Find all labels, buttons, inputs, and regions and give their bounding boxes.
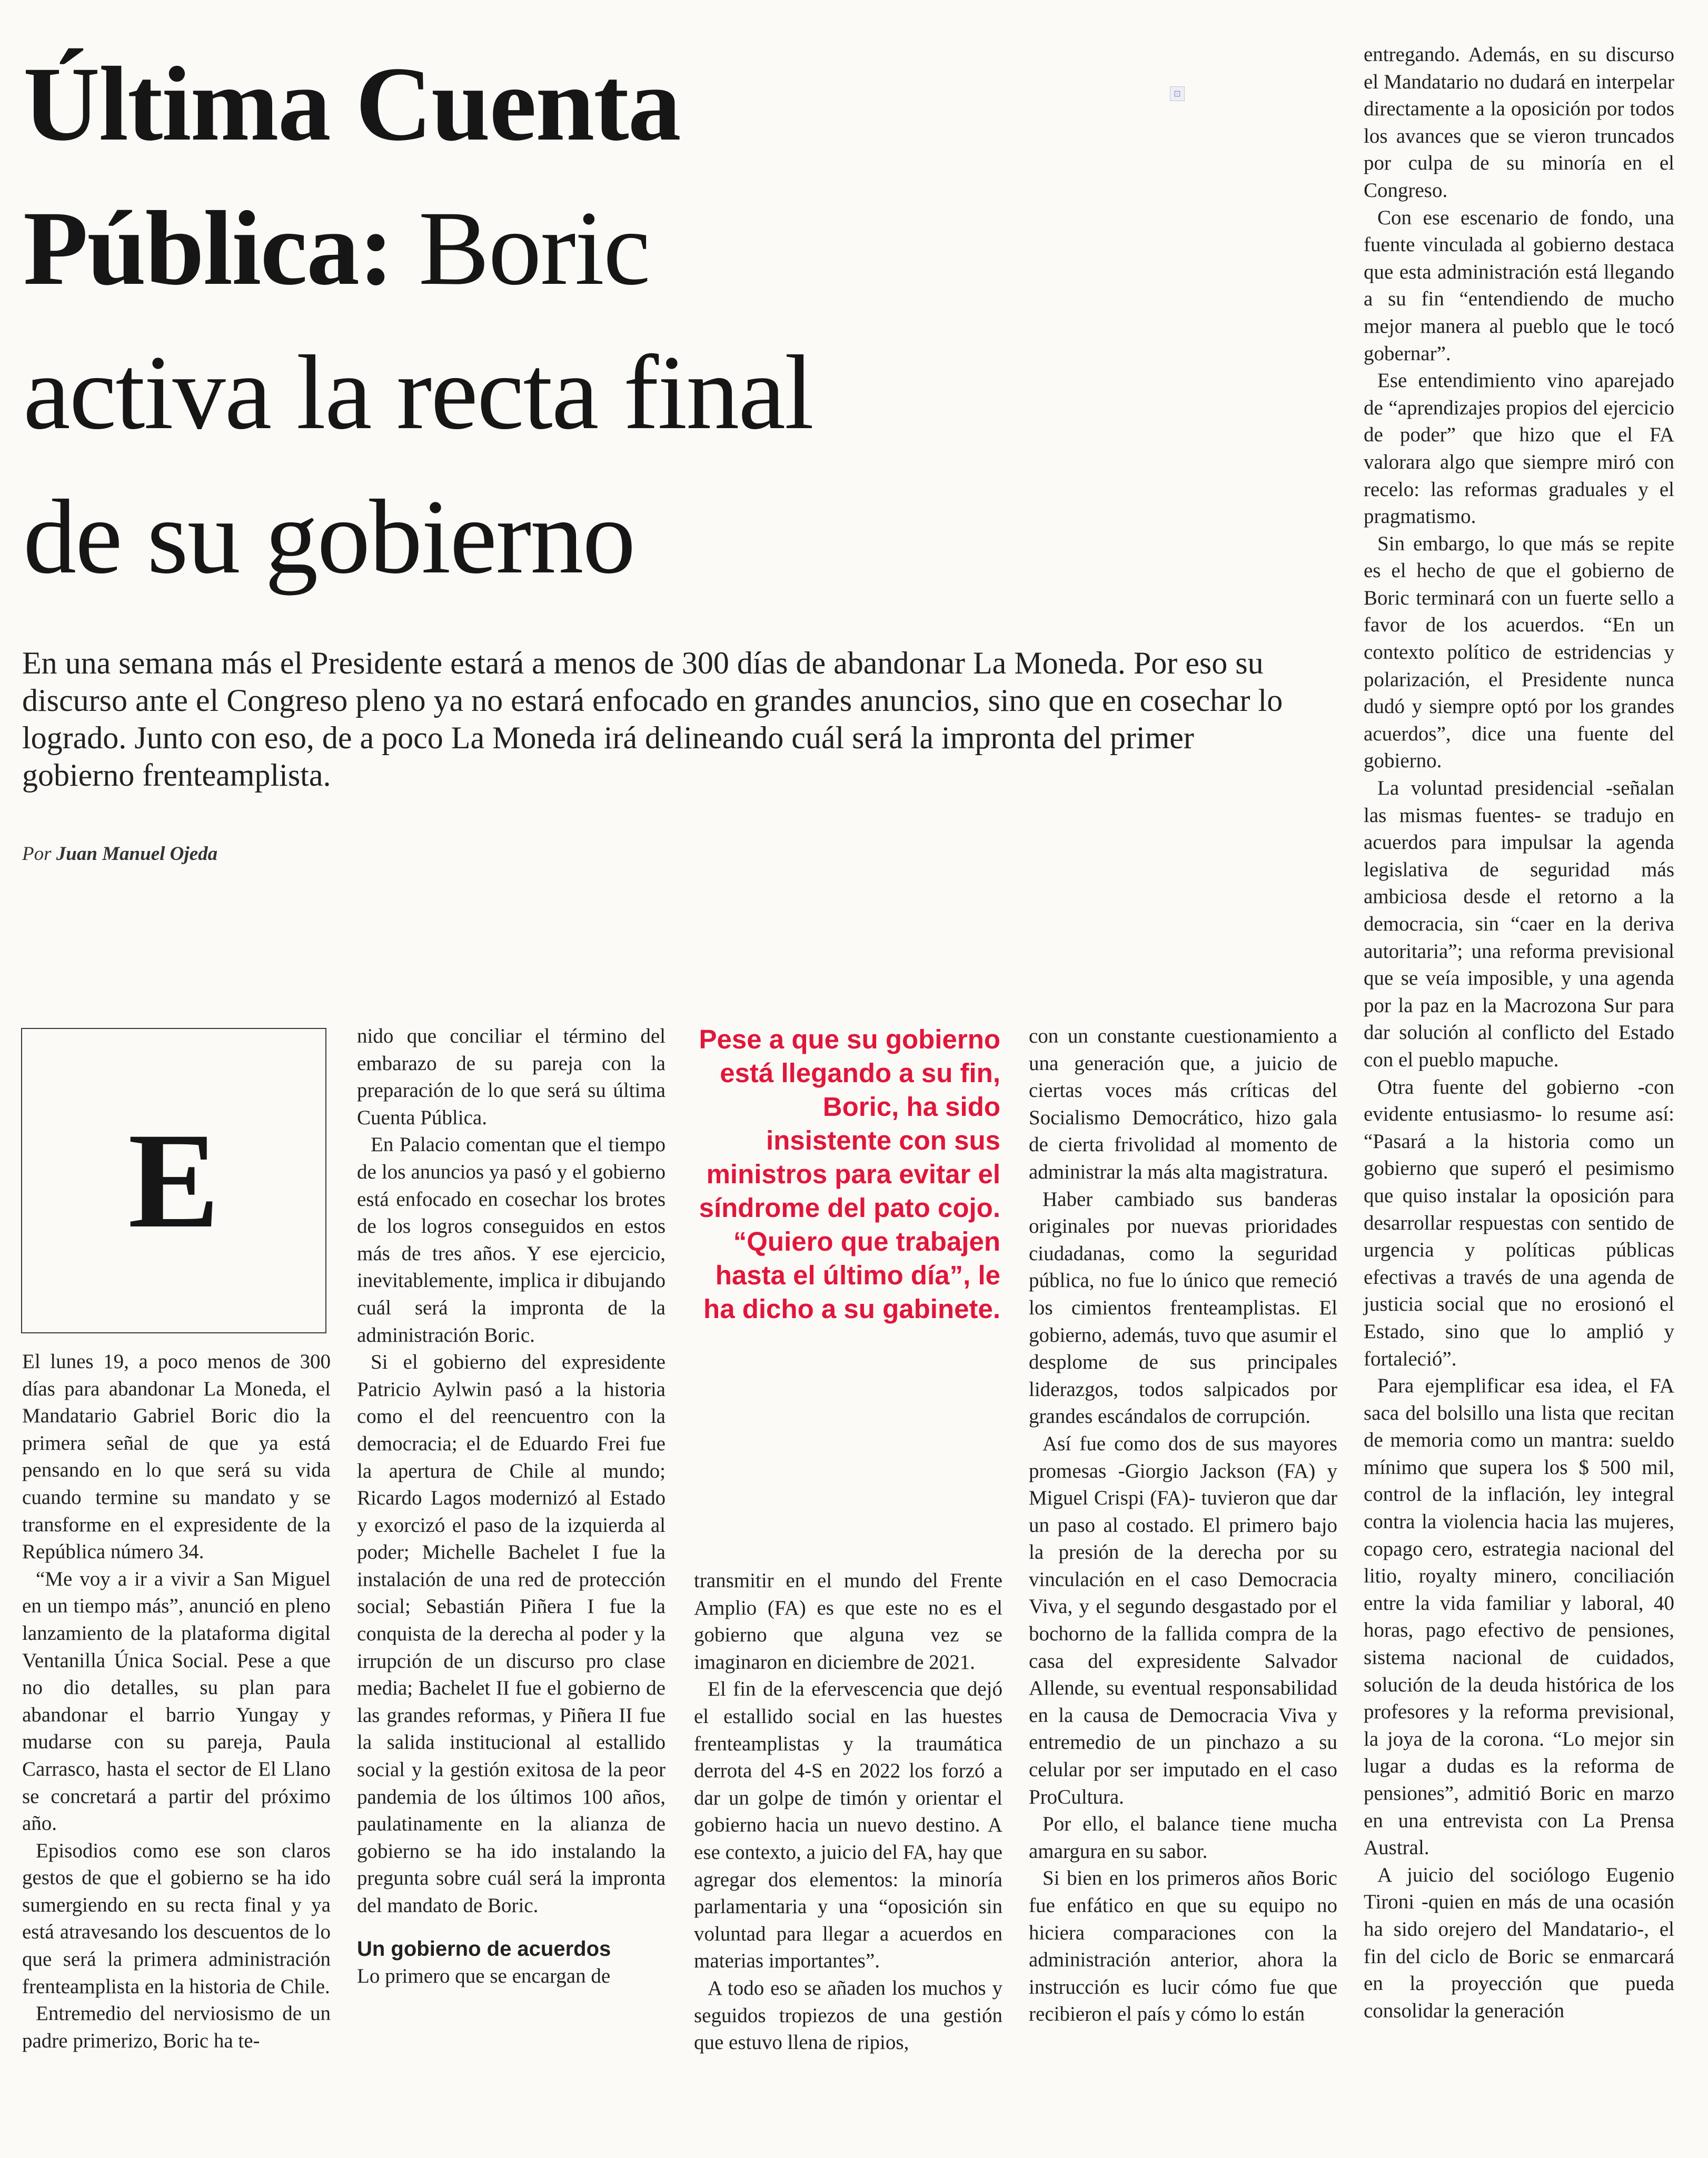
paragraph: Por ello, el balance tiene mucha amargura en su sabor. [1029, 1813, 1337, 1863]
section-subhead: Un gobierno de acuerdos [357, 1937, 611, 1961]
pull-quote: Pese a que su gobierno está llegando a su fin, Boric, ha sido insistente con sus ministros para evitar el síndrome del pato cojo. “Quiero que trabajen hasta el último día”, le ha dicho a su gabinete. [699, 1024, 1000, 1324]
headline-light-line-4: de su gobierno [23, 478, 635, 596]
column-4 [1029, 1023, 1337, 2028]
image-placeholder-icon: ⊡ [1170, 86, 1185, 101]
byline-author: Juan Manuel Ojeda [56, 843, 218, 865]
headline-light-line-3: activa la recta final [23, 333, 813, 451]
paragraph: Para ejemplificar esa idea, el FA saca del bolsillo una lista que recitan de memoria como un mantra: sueldo mínimo que supera los $ 500 mil, control de la inflación, ley integral contra la violencia hacia las mujeres, copago cero, estrategia nacional del litio, royalty minero, conciliación entre la vida familiar y laboral, 40 horas, pago efectivo de pensiones, sistema nacional de cuidados, solución de la deuda histórica de los profesores y la reforma previsional, la joya de la corona. “Lo mejor sin lugar a dudas es la reforma de pensiones”, admitió Boric en marzo en una entrevista con La Prensa Austral. [1364, 1374, 1674, 1859]
paragraph: Ese entendimiento vino aparejado de “aprendizajes propios del ejercicio de poder” que hizo que el FA valorara algo que siempre miró con recelo: las reformas graduales y el pragmatismo. [1364, 369, 1674, 528]
drop-cap-box [21, 1028, 326, 1333]
headline [23, 32, 1287, 609]
paragraph: Así fue como dos de sus mayores promesas -Giorgio Jackson (FA) y Miguel Crispi (FA)- tuvieron que dar un paso al costado. El primero bajo la presión de la derecha por su vinculación en el caso Democracia Viva, y el segundo desgastado por el bochorno de la fallida compra de la casa del expresidente Salvador Allende, su eventual responsabilidad en la causa de Democracia Viva y entremedio de un pinchazo a su celular por ser imputado en el caso ProCultura. [1029, 1432, 1337, 1808]
paragraph: En Palacio comentan que el tiempo de los anuncios ya pasó y el gobierno está enfocado en cosechar los brotes de los logros conseguidos en estos más de tres años. Y ese ejercicio, inevitablemente, implica ir dibujando cuál será la impronta de la administración Boric. [357, 1133, 666, 1347]
paragraph: Entremedio del nerviosismo de un padre primerizo, Boric ha te- [22, 2002, 331, 2052]
paragraph: A juicio del sociólogo Eugenio Tironi -quien en más de una ocasión ha sido orejero del Mandatario-, el fin del ciclo de Boric se enmarcará en la proyección que pueda consolidar la generación [1364, 1863, 1674, 2022]
paragraph: Si bien en los primeros años Boric fue enfático en que su equipo no hiciera comparaciones con la administración anterior, ahora la instrucción es lucir cómo fue que recibieron el país y cómo lo están [1029, 1867, 1337, 2026]
paragraph: transmitir en el mundo del Frente Amplio (FA) es que este no es el gobierno que alguna vez se imaginaron en diciembre de 2021. [694, 1569, 1002, 1674]
column-3 [694, 1567, 1002, 2056]
paragraph: Sin embargo, lo que más se repite es el hecho de que el gobierno de Boric terminará con un fuerte sello a favor de los acuerdos. “En un contexto político de estridencias y polarización, el Presidente nunca dudó y siempre optó por los grandes acuerdos”, dice una fuente del gobierno. [1364, 532, 1674, 773]
paragraph: La voluntad presidencial -señalan las mismas fuentes- se tradujo en acuerdos para impulsar la agenda legislativa de seguridad más ambiciosa desde el retorno a la democracia, sin “caer en la deriva autoritaria”; una reforma previsional que se veía imposible, y una agenda por la paz en la Macrozona Sur para dar solución al conflicto del Estado con el pueblo mapuche. [1364, 777, 1674, 1071]
paragraph: con un constante cuestionamiento a una generación que, a juicio de ciertas voces más críticas del Socialismo Democrático, hizo gala de cierta frivolidad al momento de administrar la más alta magistratura. [1029, 1025, 1337, 1183]
paragraph: Lo primero que se encargan de [357, 1964, 611, 1987]
paragraph: El lunes 19, a poco menos de 300 días para abandonar La Moneda, el Mandatario Gabriel Boric dio la primera señal de que ya está pensando en lo que será su vida cuando termine su mandato y se transforme en el expresidente de la República número 34. [22, 1350, 331, 1563]
headline-bold-line-2: Pública: [23, 189, 393, 307]
article-deck: En una semana más el Presidente estará a menos de 300 días de abandonar La Moneda. Por eso su discurso ante el Congreso pleno ya no estará enfocado en grandes anuncios, sino que en cosechar lo logrado. Junto con eso, de a poco La Moneda irá delineando cuál será la impronta del primer gobierno frenteamplista. [22, 646, 1283, 793]
paragraph: nido que conciliar el término del embarazo de su pareja con la preparación de lo que será su última Cuenta Pública. [357, 1025, 666, 1129]
drop-cap: E [128, 1104, 220, 1256]
byline-prefix: Por [22, 843, 52, 865]
paragraph: Haber cambiado sus banderas originales por nuevas prioridades ciudadanas, como la seguridad pública, no fue lo único que remeció los cimientos frenteamplistas. El gobierno, además, tuvo que asumir el desplome de sus principales liderazgos, todos salpicados por grandes escándalos de corrupción. [1029, 1187, 1337, 1428]
headline-light-word: Boric [418, 189, 650, 307]
paragraph: Con ese escenario de fondo, una fuente vinculada al gobierno destaca que esta administración está llegando a su fin “entendiendo de mucho mejor manera al pueblo que le tocó gobernar”. [1364, 206, 1674, 365]
column-2 [357, 1023, 666, 1989]
paragraph: entregando. Además, en su discurso el Mandatario no dudará en interpelar directamente a la oposición por todos los avances que se vieron truncados por culpa de su minoría en el Congreso. [1364, 43, 1674, 202]
byline [22, 843, 217, 865]
paragraph: Otra fuente del gobierno -con evidente entusiasmo- lo resume así: “Pasará a la historia como un gobierno que superó el pesimismo que quiso instalar la oposición para desarrollar respuestas con sentido de urgencia y políticas públicas efectivas a través de una agenda de justicia social que no erosionó el Estado, sino que lo amplió y fortaleció”. [1364, 1075, 1674, 1370]
paragraph: A todo eso se añaden los muchos y seguidos tropiezos de una gestión que estuvo llena de ripios, [694, 1976, 1002, 2054]
headline-bold-line-1: Última Cuenta [23, 45, 680, 163]
paragraph: El fin de la efervescencia que dejó el estallido social en las huestes frenteamplistas y la traumática derrota del 4-S en 2022 los forzó a dar un golpe de timón y orientar el gobierno hacia un nuevo destino. A ese contexto, a juicio del FA, hay que agregar dos elementos: la minoría parlamentaria y una “oposición sin voluntad para llegar a acuerdos en materias importantes”. [694, 1678, 1002, 1973]
paragraph: Si el gobierno del expresidente Patricio Aylwin pasó a la historia como el del reencuentro con la democracia; el de Eduardo Frei fue la apertura de Chile al mundo; Ricardo Lagos modernizó al Estado y exorcizó el paso de la izquierda al poder; Michelle Bachelet I fue la instalación de una red de protección social; Sebastián Piñera I fue la conquista de la derecha al poder y la irrupción de un discurso pro clase media; Bachelet II fue el gobierno de las grandes reformas, y Piñera II fue la salida institucional al estallido social y la gestión exitosa de la peor pandemia de los últimos 100 años, paulatinamente en la alianza de gobierno se ha ido instalando la pregunta sobre cuál será la impronta del mandato de Boric. [357, 1351, 666, 1917]
paragraph: “Me voy a ir a vivir a San Miguel en un tiempo más”, anunció en pleno lanzamiento de la plataforma digital Ventanilla Única Social. Pese a que no dio detalles, su plan para abandonar el barrio Yungay y mudarse con su pareja, Paula Carrasco, hasta el sector de El Llano se concretará a partir del próximo año. [22, 1567, 331, 1835]
column-1 [22, 1348, 331, 2054]
column-5 [1364, 41, 1674, 2024]
paragraph: Episodios como ese son claros gestos de que el gobierno se ha ido sumergiendo en su recta final y ya está atravesando los descuentos de lo que será la primera administración frenteamplista en la historia de Chile. [22, 1839, 331, 1998]
